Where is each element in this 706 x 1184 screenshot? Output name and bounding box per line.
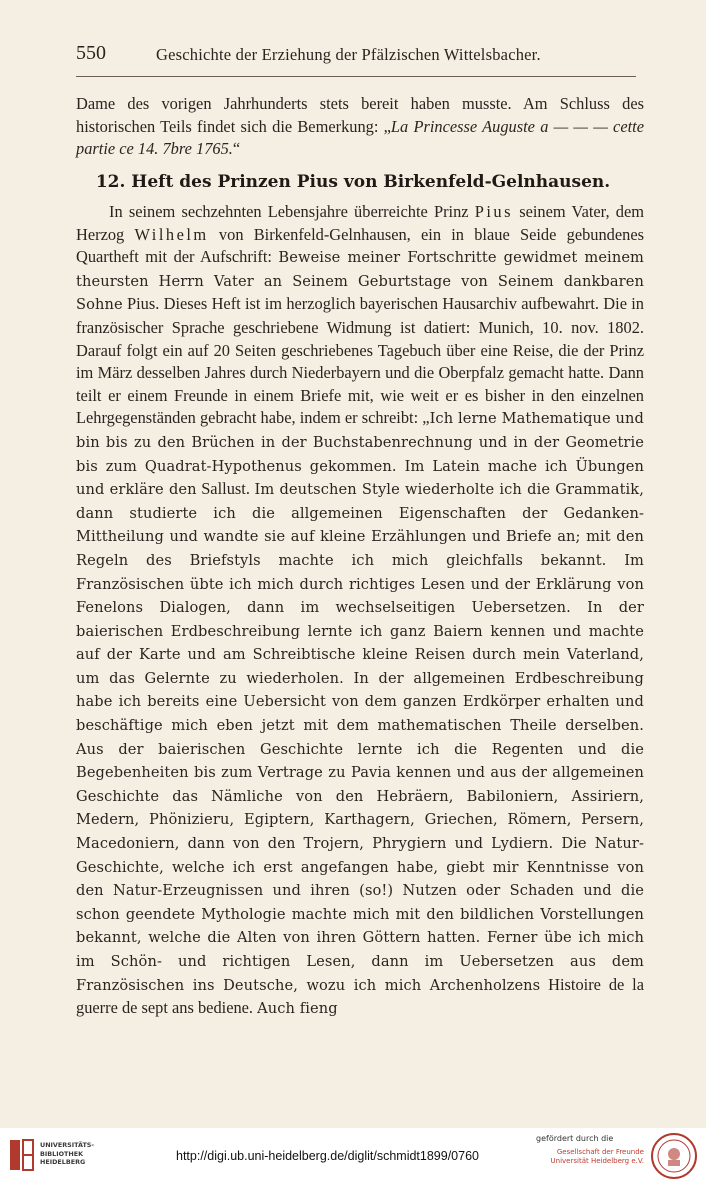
header-rule xyxy=(76,76,636,77)
fraktur-letter-quote: Ich lerne Mathematique und bin bis zu den Brüchen in der Buchstabenrechnung und in der Geometrie bis zum Quadrat-Hypothenus gekommen. Im Latein mache ich Übungen und erkläre den xyxy=(76,410,644,499)
footer-bar xyxy=(0,1128,706,1184)
intro-paragraph xyxy=(76,93,644,161)
university-seal-icon xyxy=(650,1132,698,1180)
library-name-line: HEIDELBERG xyxy=(40,1158,86,1166)
body-text-run: Pius. Dieses Heft ist im herzoglich bayerischen Hausarchiv aufbewahrt. Die in französischer Sprache geschriebene Widmung ist datiert: Munich, 10. nov. 1802. Darauf folgt ein auf 20 Seiten geschriebenes Tagebuch über eine Reise, die der Prinz im März desselben Jahres durch Niederbayern und die Oberpfalz gemacht hatte. Dann teilt er einem Freunde in einem Briefe mit, wie weit er es bisher in den einzelnen Lehrgegenständen gebracht habe, indem er schreibt: „ xyxy=(76,294,644,428)
intro-close-quote: “ xyxy=(232,139,241,158)
body-text-run: seinem Vater, dem Herzog xyxy=(76,202,644,244)
library-name xyxy=(40,1141,94,1167)
intro-italic-date: a — — — cette partie ce 14. 7bre 1765. xyxy=(76,116,644,158)
permalink[interactable]: http://digi.ub.uni-heidelberg.de/diglit/schmidt1899/0760 xyxy=(176,1149,479,1163)
funder-name-line: Gesellschaft der Freunde xyxy=(556,1148,644,1156)
library-name-line: UNIVERSITÄTS- xyxy=(40,1141,95,1149)
fraktur-letter-continued: Im deutschen Style wiederholte ich die Grammatik, dann studierte ich die allgemeinen Eigenschaften der Gedanken-Mittheilung und wandte sie auf kleine Erzählungen und Briefe an; mit den Regeln des Briefstyls machte ich mich gleichfalls bekannt. Im Französischen übte ich mich durch richtiges Lesen und der Erklärung von Fenelons Dialogen, dann im wechselseitigen Uebersetzen. In der baierischen Erdbeschreibung lernte ich ganz Baiern kennen und machte auf der Karte und am Schreibtische kleine Reisen durch mein Vaterland, um das Gelernte zu wiederholen. In der allgemeinen Erdbeschreibung habe ich bereits eine Uebersicht von dem ganzen Erdkörper erhalten und beschäftige mich eben jetzt mit dem mathematischen Theile derselben. Aus der baierischen Geschichte lernte ich die Regenten und die Begebenheiten bis zum Vertrage zu Pavia kennen und aus der allgemeinen Geschichte das Nämliche von den Hebräern, Babiloniern, Assiriern, Medern, Phönizieru, Egiptern, Karthagern, Griechen, Römern, Persern, Macedoniern, dann von den Trojern, Phrygiern und Lydiern. Die Natur-Geschichte, welche ich erst angefangen habe, giebt mir Kenntnisse von den Natur-Erzeugnissen und ihren (so!) Nutzen oder Schaden und die schon geendete Mythologie machte mich mit den bildlichen Vorstellungen bekannt, welche die Alten von ihren Göttern hatten. Ferner übe ich mich im Schön- und richtigen Lesen, dann im Uebersetzen aus dem Französischen ins Deutsche, wozu ich mich Archenholzens xyxy=(76,481,644,994)
body-text xyxy=(76,201,644,1021)
fraktur-letter-end: Auch fieng xyxy=(257,1000,338,1018)
running-title: Geschichte der Erziehung der Pfälzischen Wittelsbacher. xyxy=(156,45,541,64)
body-text-run: von Birkenfeld-Gelnhausen, ein in blaue Seide gebundenes Quartheft mit der Aufschrift: xyxy=(76,224,644,267)
section-heading: 12. Heft des Prinzen Pius von Birkenfeld-Gelnhausen. xyxy=(95,172,611,192)
funder-name-line: Universität Heidelberg e.V. xyxy=(550,1157,644,1165)
library-logo-icon xyxy=(8,1136,36,1174)
name-pius: Pius xyxy=(474,202,514,221)
running-header xyxy=(76,42,636,72)
intro-line2: des historischen Teils findet sich die Bemerkung: „ xyxy=(76,94,644,136)
body-paragraph xyxy=(76,201,644,1021)
body-text-run: In seinem sechzehnten Lebensjahre überreichte Prinz xyxy=(109,202,475,221)
name-wilhelm: Wilhelm xyxy=(134,224,209,244)
page-number: 550 xyxy=(76,42,106,64)
body-text-run: Sallust. xyxy=(196,479,255,499)
funder-name xyxy=(536,1148,644,1166)
intro-line1: Dame des vorigen Jahrhunderts stets bereit haben musste. Am Schluss xyxy=(76,94,610,113)
library-name-line: BIBLIOTHEK xyxy=(40,1149,84,1158)
fraktur-dedication: Beweise meiner Fortschritte gewidmet meinem theursten Herrn Vater an Seinem Geburtstage von Seinem dankbaren Sohne xyxy=(76,249,644,314)
funded-by-label: gefördert durch die xyxy=(536,1134,614,1143)
body-text-run: Histoire de la guerre de sept ans bediene. xyxy=(76,974,644,1018)
intro-italic-title: La Princesse Auguste xyxy=(390,116,535,136)
